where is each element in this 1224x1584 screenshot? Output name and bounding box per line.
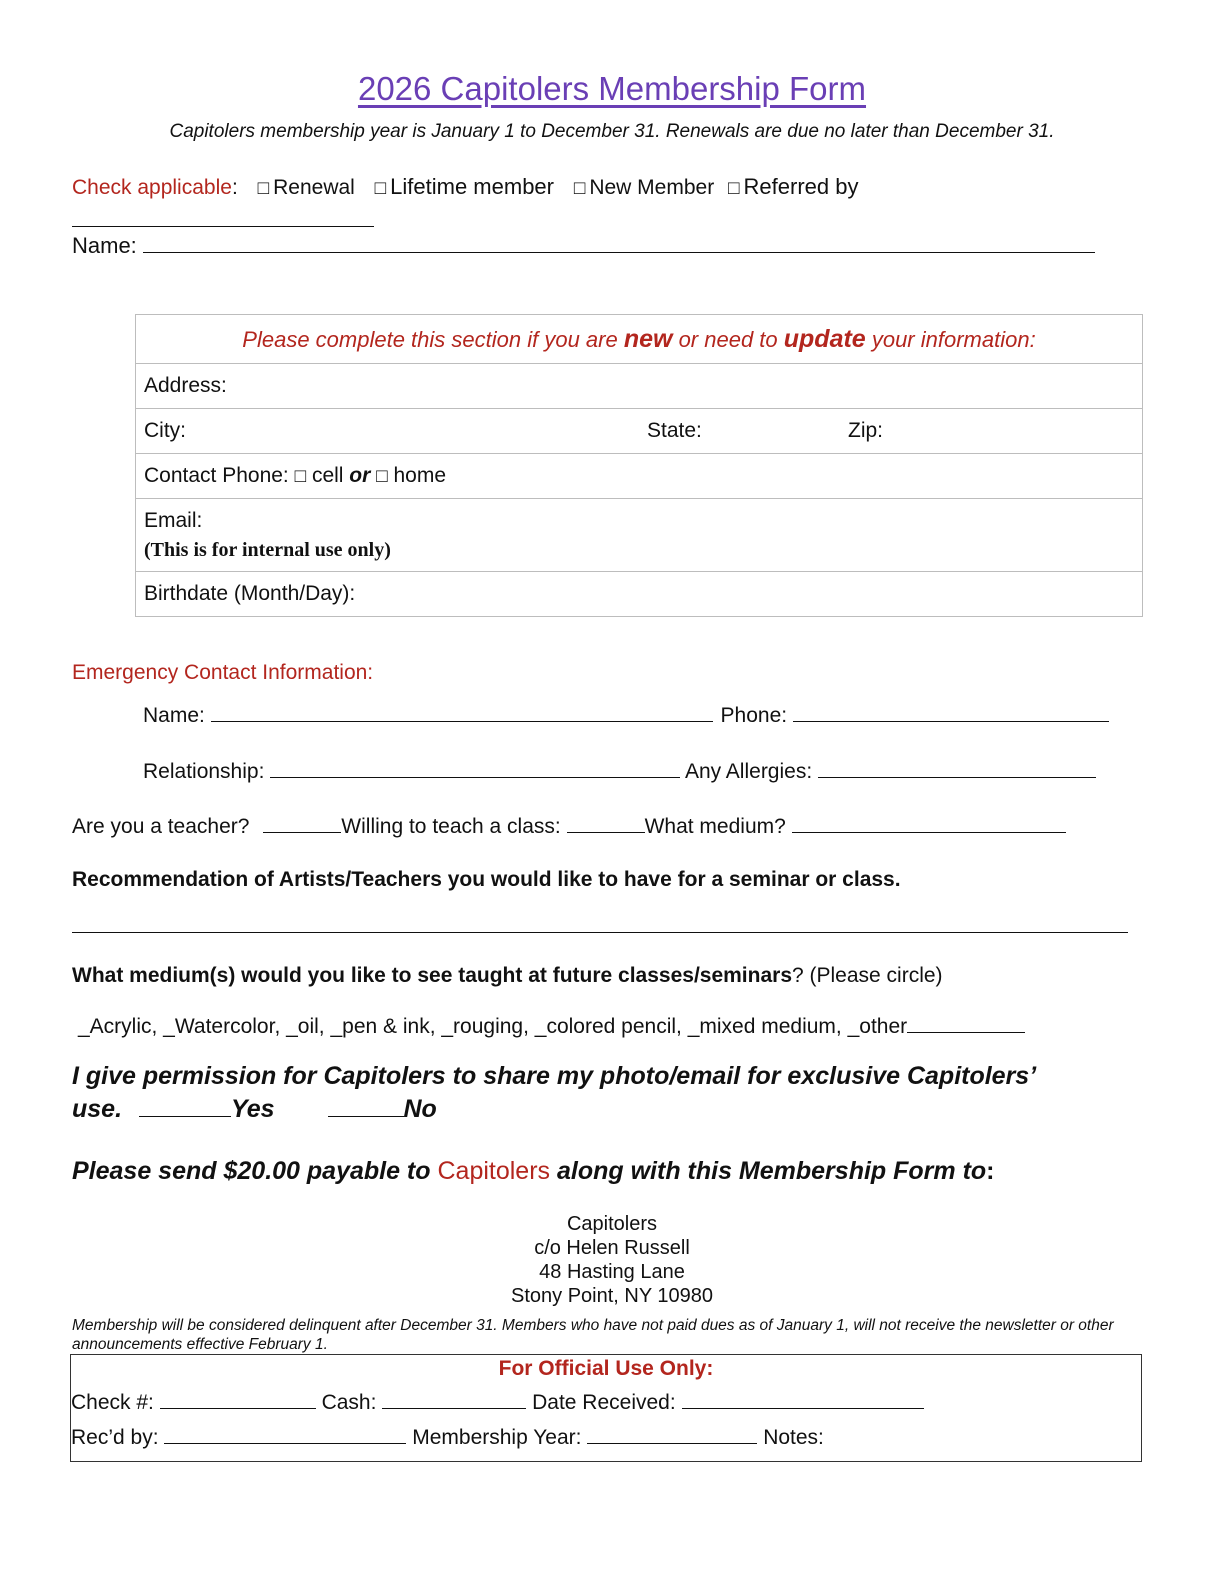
medium-question: What medium?	[644, 815, 786, 838]
referred-checkbox[interactable]: □	[728, 178, 740, 199]
teacher-field[interactable]	[263, 812, 341, 833]
address-line4: Stony Point, NY 10980	[511, 1285, 713, 1307]
email-label: Email:	[144, 509, 203, 532]
allergies-label: Any Allergies:	[684, 760, 813, 783]
emergency-name-label: Name:	[143, 704, 205, 727]
check-applicable-row: Check applicable: □ Renewal □ Lifetime member □ New Member □ Referred by	[72, 174, 859, 199]
renewal-label: Renewal	[273, 176, 355, 199]
medium-taught-question: What medium(s) would you like to see taught at future classes/seminars? (Please circle)	[72, 964, 943, 987]
cell-label: cell	[311, 464, 344, 487]
official-use-box	[70, 1354, 1142, 1462]
relationship-field[interactable]	[270, 757, 680, 778]
info-section-heading: Please complete this section if you are new or need to update your information:	[242, 325, 1036, 353]
medium-options-row	[78, 1012, 1025, 1039]
teacher-row	[72, 812, 1066, 839]
home-label: home	[393, 464, 446, 487]
permission-line1: I give permission for Capitolers to share my photo/email for exclusive Capitolers’	[72, 1062, 1037, 1090]
cash-label: Cash:	[321, 1391, 377, 1414]
date-received-field[interactable]	[682, 1390, 924, 1409]
teacher-question: Are you a teacher?	[72, 815, 250, 838]
name-row	[72, 232, 1095, 259]
referred-label: Referred by	[743, 174, 859, 199]
address-label: Address:	[144, 374, 227, 397]
medium-options[interactable]: _Acrylic, _Watercolor, _oil, _pen & ink, _rouging, _colored pencil, _mixed medium, _other	[78, 1015, 908, 1038]
page-title: 2026 Capitolers Membership Form	[357, 70, 867, 107]
info-heading-row	[136, 315, 1142, 363]
permission-line2: use. Yes No	[72, 1095, 437, 1123]
cell-checkbox[interactable]: □	[294, 466, 307, 487]
check-number-field[interactable]	[160, 1390, 316, 1409]
allergies-field[interactable]	[818, 757, 1096, 778]
membership-year-field[interactable]	[587, 1425, 757, 1444]
city-label: City:	[144, 419, 186, 442]
payment-instruction: Please send $20.00 payable to Capitolers along with this Membership Form to:	[72, 1157, 995, 1185]
permission-no-label: No	[403, 1095, 437, 1123]
official-use-heading: For Official Use Only:	[498, 1357, 714, 1380]
official-row2	[71, 1425, 824, 1450]
medium-field[interactable]	[792, 812, 1066, 833]
permission-yes-field[interactable]	[139, 1094, 231, 1117]
membership-year-label: Membership Year:	[412, 1426, 582, 1449]
other-medium-field[interactable]	[907, 1012, 1025, 1033]
date-received-label: Date Received:	[532, 1391, 676, 1414]
info-section-box	[135, 314, 1143, 617]
name-field[interactable]	[143, 232, 1095, 253]
willing-teach-question: Willing to teach a class:	[341, 815, 561, 838]
new-member-label: New Member	[589, 176, 715, 199]
lifetime-label: Lifetime member	[390, 174, 554, 199]
emergency-phone-field[interactable]	[793, 701, 1109, 722]
new-member-checkbox[interactable]: □	[573, 178, 586, 199]
permission-no-field[interactable]	[328, 1094, 404, 1117]
emergency-name-field[interactable]	[211, 701, 713, 722]
contact-phone-label: Contact Phone:	[144, 464, 289, 487]
name-label: Name:	[72, 233, 137, 258]
cash-field[interactable]	[382, 1390, 526, 1409]
address-line2: c/o Helen Russell	[534, 1237, 690, 1259]
address-line3: 48 Hasting Lane	[539, 1261, 685, 1283]
membership-year-note: Capitolers membership year is January 1 to December 31. Renewals are due no later than December 31.	[169, 121, 1055, 142]
emergency-name-row	[143, 701, 1109, 728]
check-applicable-label: Check applicable	[72, 176, 232, 199]
notes-label: Notes:	[763, 1426, 824, 1449]
emergency-phone-label: Phone:	[720, 704, 788, 727]
email-internal-note: (This is for internal use only)	[144, 539, 391, 561]
relationship-label: Relationship:	[143, 760, 265, 783]
emergency-heading: Emergency Contact Information:	[72, 661, 374, 684]
recommendation-label: Recommendation of Artists/Teachers you would like to have for a seminar or class.	[72, 868, 901, 891]
renewal-checkbox[interactable]: □	[257, 178, 270, 199]
referred-by-field[interactable]	[72, 206, 374, 227]
contact-phone-row	[136, 453, 1142, 498]
recommendation-field[interactable]	[72, 912, 1128, 933]
delinquent-note: Membership will be considered delinquent after December 31. Members who have not paid dues as of January 1, will not receive the newsletter or other announcements effective February 1.	[72, 1317, 1114, 1353]
email-row[interactable]	[136, 498, 1142, 571]
state-label: State:	[647, 419, 702, 442]
home-checkbox[interactable]: □	[376, 466, 388, 487]
willing-teach-field[interactable]	[567, 812, 645, 833]
lifetime-checkbox[interactable]: □	[374, 178, 387, 199]
recd-by-label: Rec’d by:	[71, 1426, 159, 1449]
address-row[interactable]	[136, 363, 1142, 408]
or-label: or	[349, 464, 371, 487]
birthdate-row[interactable]	[136, 571, 1142, 616]
check-number-label: Check #:	[71, 1391, 154, 1414]
city-state-zip-row[interactable]	[136, 408, 1142, 453]
relationship-row	[143, 757, 1096, 784]
birthdate-label: Birthdate (Month/Day):	[144, 582, 356, 605]
address-line1: Capitolers	[566, 1213, 658, 1235]
official-row1	[71, 1390, 924, 1415]
recd-by-field[interactable]	[164, 1425, 406, 1444]
zip-label: Zip:	[848, 419, 884, 442]
permission-yes-label: Yes	[230, 1095, 275, 1123]
payee-name: Capitolers	[437, 1157, 551, 1185]
mailing-address	[0, 1212, 1224, 1308]
